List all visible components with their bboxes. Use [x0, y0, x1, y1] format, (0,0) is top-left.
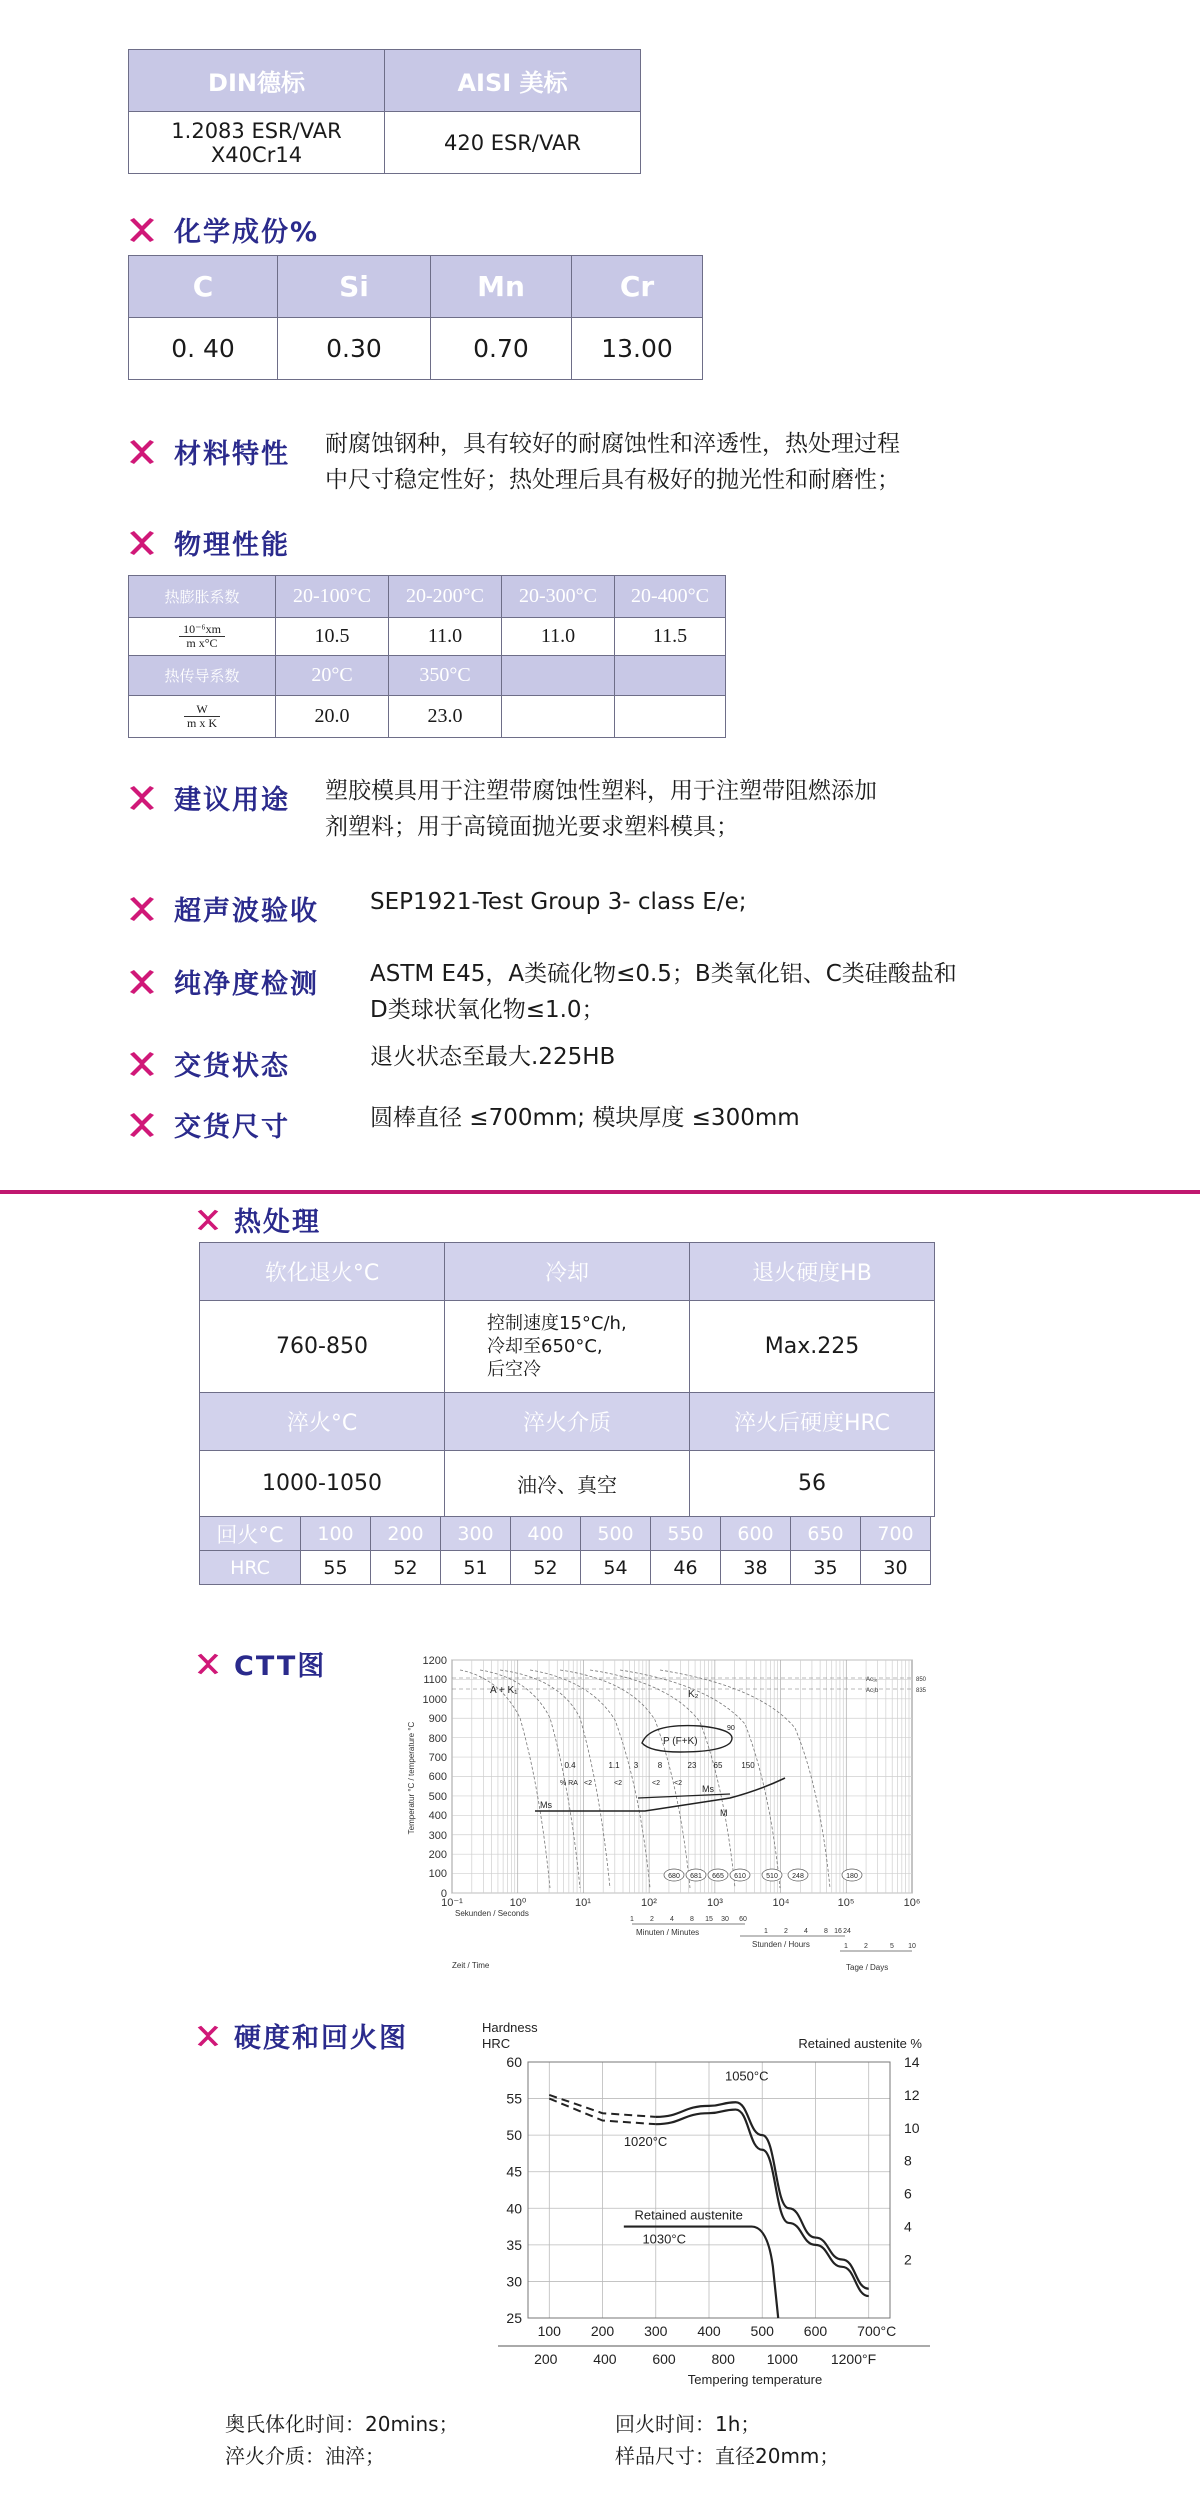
- svg-text:16: 16: [834, 1928, 842, 1935]
- cct-y-tick: 1000: [422, 1694, 447, 1706]
- cct-ms-label-1: Ms: [540, 1800, 552, 1810]
- cct-y-tick: 900: [428, 1713, 447, 1725]
- expansion-header-4: 20-400°C: [615, 576, 726, 618]
- hardness-tick: 30: [506, 2273, 522, 2290]
- fahrenheit-tick: 400: [593, 2351, 617, 2367]
- svg-text:2: 2: [650, 1916, 654, 1923]
- cct-sec-label: Sekunden / Seconds: [455, 1909, 529, 1918]
- cct-y-tick: 200: [428, 1849, 447, 1861]
- anneal-temp-value: 760-850: [200, 1301, 445, 1393]
- material-title: 材料特性: [174, 439, 290, 470]
- chem-value-c: 0. 40: [129, 318, 278, 380]
- chem-header-si: Si: [278, 256, 431, 318]
- cct-ac1e-label: Ac₁ₑ: [866, 1677, 878, 1683]
- cct-hardness-circles: [664, 1869, 862, 1881]
- delivery-state-section-heading: [128, 1044, 290, 1083]
- hrc-value-6: 46: [651, 1551, 721, 1585]
- cct-90-label: 90: [727, 1725, 735, 1732]
- conduction-header-2: 350°C: [389, 656, 502, 696]
- austenite-tick: 6: [904, 2185, 912, 2202]
- section-divider: [0, 1190, 1200, 1194]
- delivery-state-title: 交货状态: [174, 1051, 290, 1082]
- cct-x-tick: 10⁰: [509, 1897, 527, 1909]
- curve-label-1050: 1050°C: [724, 2068, 769, 2084]
- material-line-1: 耐腐蚀钢种，具有较好的耐腐蚀性和淬透性，热处理过程: [325, 431, 900, 457]
- cct-x-tick: 10¹: [575, 1897, 591, 1909]
- cct-hour-label: Stunden / Hours: [752, 1940, 810, 1949]
- cross-icon: [128, 1111, 156, 1139]
- quench-hardness-value: 56: [690, 1451, 935, 1517]
- svg-text:0.4: 0.4: [564, 1761, 576, 1770]
- conduction-header-empty-2: [615, 656, 726, 696]
- svg-text:8: 8: [824, 1928, 828, 1935]
- cct-y-tick: 1200: [422, 1655, 447, 1667]
- quench-temp-value: 1000-1050: [200, 1451, 445, 1517]
- ultrasonic-text: SEP1921-Test Group 3- class E/e;: [370, 889, 747, 915]
- austenite-tick: 4: [904, 2218, 912, 2235]
- fahrenheit-ticks: [534, 2351, 876, 2367]
- svg-text:5: 5: [890, 1943, 894, 1950]
- ultrasonic-title: 超声波验收: [174, 896, 319, 927]
- expansion-label: 热膨胀系数: [129, 576, 276, 618]
- hardness-tick: 55: [506, 2090, 522, 2107]
- anneal-header-temp: 软化退火°C: [200, 1243, 445, 1301]
- svg-text:4: 4: [804, 1928, 808, 1935]
- hardness-tick: 45: [506, 2163, 522, 2180]
- cct-x-ticks: [441, 1897, 920, 1909]
- cct-x-tick: 10⁵: [837, 1897, 855, 1909]
- conduction-value-2: 23.0: [389, 696, 502, 738]
- cct-fraction-labels: [564, 1761, 755, 1770]
- svg-text:2: 2: [784, 1928, 788, 1935]
- celsius-tick: 100: [537, 2323, 561, 2339]
- svg-text:4: 4: [670, 1916, 674, 1923]
- cross-icon: [196, 1208, 220, 1232]
- temper-table: [199, 1516, 931, 1585]
- celsius-tick: 200: [590, 2323, 615, 2339]
- footer-temper-time: 回火时间：1h；: [615, 2412, 761, 2436]
- usage-title: 建议用途: [174, 785, 290, 816]
- cct-ms-label-2: Ms: [702, 1784, 714, 1794]
- conduction-header-empty-1: [502, 656, 615, 696]
- svg-text:180: 180: [846, 1873, 858, 1880]
- svg-text:510: 510: [766, 1873, 778, 1880]
- cross-icon: [128, 784, 156, 812]
- purity-section-heading: [128, 962, 319, 1001]
- temper-temp-650: 650: [791, 1517, 861, 1551]
- physical-table: [128, 575, 726, 738]
- quench-header-medium: 淬火介质: [445, 1393, 690, 1451]
- ultrasonic-section-heading: [128, 889, 319, 928]
- expansion-value-2: 11.0: [389, 618, 502, 656]
- din-line-2: X40Cr14: [210, 142, 303, 167]
- cct-diagram: [400, 1648, 940, 1983]
- material-section-heading: [128, 432, 290, 471]
- standard-table: [128, 49, 641, 174]
- conduction-unit: [129, 696, 276, 738]
- conduction-value-1: 20.0: [276, 696, 389, 738]
- cct-y-tick: 1100: [423, 1674, 447, 1686]
- cct-section-heading: [196, 1644, 326, 1683]
- cct-day-label: Tage / Days: [846, 1963, 889, 1972]
- cct-y-tick: 700: [428, 1752, 447, 1764]
- conduction-header-1: 20°C: [276, 656, 389, 696]
- cct-minute-ticks: [630, 1916, 747, 1923]
- curve-label-1030: 1030°C: [642, 2231, 686, 2247]
- cct-ac1b-value: 835: [916, 1688, 927, 1694]
- cross-icon: [128, 438, 156, 466]
- cross-icon: [196, 1652, 220, 1676]
- din-header: DIN德标: [129, 50, 385, 112]
- cross-icon: [128, 216, 156, 244]
- cct-y-tick: 800: [428, 1733, 447, 1745]
- anneal-header-hardness: 退火硬度HB: [690, 1243, 935, 1301]
- hrc-value-4: 52: [511, 1551, 581, 1585]
- expansion-header-2: 20-200°C: [389, 576, 502, 618]
- hrc-value-5: 54: [581, 1551, 651, 1585]
- delivery-size-section-heading: [128, 1105, 290, 1144]
- purity-title: 纯净度检测: [174, 969, 319, 1000]
- cct-k2-label: K₂: [688, 1689, 699, 1700]
- temper-chart-section-heading: [196, 2016, 408, 2055]
- heat-table: [199, 1242, 935, 1517]
- cct-y-tick: 400: [428, 1810, 447, 1822]
- chem-table: [128, 255, 703, 380]
- cct-x-tick: 10⁻¹: [441, 1897, 463, 1909]
- delivery-size-title: 交货尺寸: [174, 1112, 290, 1143]
- chem-header-mn: Mn: [431, 256, 572, 318]
- svg-text:665: 665: [712, 1873, 724, 1880]
- cct-y-ticks: [423, 1655, 447, 1900]
- usage-text: [325, 773, 877, 845]
- austenite-axis-label: Retained austenite %: [798, 2036, 922, 2051]
- hrc-label: HRC: [200, 1551, 301, 1585]
- svg-text:30: 30: [721, 1916, 729, 1923]
- cct-y-label: Temperatur °C / temperature °C: [407, 1721, 416, 1835]
- svg-text:60: 60: [739, 1916, 747, 1923]
- fahrenheit-tick: 600: [652, 2351, 676, 2367]
- usage-section-heading: [128, 778, 290, 817]
- cct-x-tick: 10⁴: [772, 1897, 790, 1909]
- austenite-tick: 10: [904, 2119, 920, 2136]
- celsius-tick: 600: [803, 2323, 828, 2339]
- svg-text:1.1: 1.1: [608, 1761, 620, 1770]
- cct-y-tick: 500: [428, 1791, 447, 1803]
- cct-x-tick: 10³: [707, 1897, 723, 1909]
- footer-sample: 样品尺寸：直径20mm；: [615, 2444, 840, 2468]
- anneal-hardness-value: Max.225: [690, 1301, 935, 1393]
- hrc-value-1: 55: [301, 1551, 371, 1585]
- svg-text:24: 24: [843, 1928, 851, 1935]
- svg-text:1: 1: [844, 1943, 848, 1950]
- hrc-value-7: 38: [721, 1551, 791, 1585]
- cct-title: CTT图: [234, 1651, 327, 1682]
- expansion-value-4: 11.5: [615, 618, 726, 656]
- cct-ac1b-label: Ac₁b: [866, 1688, 879, 1694]
- svg-text:65: 65: [713, 1761, 723, 1770]
- cct-x-tick: 10⁶: [903, 1897, 921, 1909]
- anneal-header-cooling: 冷却: [445, 1243, 690, 1301]
- cct-day-ticks: [844, 1943, 916, 1950]
- austenite-ticks: [904, 2054, 920, 2267]
- expansion-unit-top: 10⁻⁶xm: [183, 622, 221, 636]
- cooling-value: [445, 1301, 690, 1393]
- purity-text: [370, 956, 957, 1028]
- purity-line-2: D类球状氧化物≤1.0；: [370, 997, 605, 1023]
- svg-text:610: 610: [734, 1873, 746, 1880]
- hardness-tick: 60: [506, 2054, 522, 2070]
- physical-title: 物理性能: [174, 530, 290, 561]
- svg-text:248: 248: [792, 1873, 804, 1880]
- chem-value-si: 0.30: [278, 318, 431, 380]
- din-value: [129, 112, 385, 174]
- celsius-tick: 500: [750, 2323, 774, 2339]
- svg-text:15: 15: [705, 1916, 713, 1923]
- hrc-value-8: 35: [791, 1551, 861, 1585]
- cct-y-tick: 300: [428, 1830, 447, 1842]
- svg-text:<2: <2: [652, 1780, 660, 1787]
- heat-title: 热处理: [234, 1207, 321, 1238]
- expansion-value-1: 10.5: [276, 618, 389, 656]
- temper-grid: [528, 2062, 890, 2318]
- footer-aust-time: 奥氏体化时间：20mins；: [225, 2412, 459, 2436]
- hardness-axis-label-2: HRC: [482, 2036, 511, 2051]
- cooling-line-3: 后空冷: [487, 1359, 541, 1380]
- svg-text:10: 10: [908, 1943, 916, 1950]
- chem-value-cr: 13.00: [572, 318, 703, 380]
- chem-value-mn: 0.70: [431, 318, 572, 380]
- cct-time-label: Zeit / Time: [452, 1961, 490, 1970]
- cct-min-label: Minuten / Minutes: [636, 1928, 700, 1937]
- expansion-value-3: 11.0: [502, 618, 615, 656]
- delivery-state-text: 退火状态至最大.225HB: [370, 1044, 616, 1070]
- hrc-value-9: 30: [861, 1551, 931, 1585]
- cct-y-tick: 600: [428, 1771, 447, 1783]
- material-line-2: 中尺寸稳定性好；热处理后具有极好的抛光性和耐磨性；: [325, 467, 900, 493]
- conduction-value-empty-2: [615, 696, 726, 738]
- curve-label-retained-austenite: Retained austenite: [634, 2207, 743, 2223]
- aisi-header: AISI 美标: [385, 50, 641, 112]
- temper-temp-300: 300: [441, 1517, 511, 1551]
- cct-hour-ticks: [764, 1928, 851, 1935]
- cross-icon: [128, 529, 156, 557]
- quench-header-hardness: 淬火后硬度HRC: [690, 1393, 935, 1451]
- conduction-label: 热传导系数: [129, 656, 276, 696]
- chem-section-heading: [128, 210, 319, 249]
- svg-text:2: 2: [864, 1943, 868, 1950]
- usage-line-1: 塑胶模具用于注塑带腐蚀性塑料，用于注塑带阻燃添加: [325, 778, 877, 804]
- hardness-axis-label-1: Hardness: [482, 2020, 538, 2035]
- expansion-header-1: 20-100°C: [276, 576, 389, 618]
- celsius-tick: 300: [644, 2323, 668, 2339]
- cross-icon: [128, 895, 156, 923]
- svg-text:<2: <2: [584, 1780, 592, 1787]
- fahrenheit-tick: 1000: [766, 2351, 798, 2367]
- cooling-line-1: 控制速度15°C/h,: [487, 1313, 627, 1334]
- heat-section-heading: [196, 1200, 321, 1239]
- tempering-chart: [470, 2012, 940, 2392]
- svg-text:8: 8: [657, 1761, 663, 1770]
- temper-temp-600: 600: [721, 1517, 791, 1551]
- austenite-tick: 14: [904, 2054, 920, 2070]
- hardness-ticks: [506, 2054, 522, 2326]
- footer-medium: 淬火介质：油淬；: [225, 2444, 385, 2468]
- cct-ac1e-value: 850: [916, 1677, 927, 1683]
- quench-header-temp: 淬火°C: [200, 1393, 445, 1451]
- svg-text:3: 3: [633, 1761, 639, 1770]
- temper-temp-500: 500: [581, 1517, 651, 1551]
- physical-section-heading: [128, 523, 290, 562]
- cct-ra-label: % RA: [560, 1780, 578, 1787]
- cross-icon: [128, 1050, 156, 1078]
- expansion-unit: [129, 618, 276, 656]
- hardness-tick: 50: [506, 2127, 522, 2144]
- temper-temp-200: 200: [371, 1517, 441, 1551]
- svg-text:1: 1: [630, 1916, 634, 1923]
- hrc-value-3: 51: [441, 1551, 511, 1585]
- temper-temp-550: 550: [651, 1517, 721, 1551]
- conduction-value-empty-1: [502, 696, 615, 738]
- fahrenheit-tick: 200: [534, 2351, 558, 2367]
- temper-temp-100: 100: [301, 1517, 371, 1551]
- tempering-axis-label: Tempering temperature: [687, 2372, 823, 2387]
- hardness-tick: 25: [506, 2310, 522, 2326]
- chem-title: 化学成份%: [174, 217, 320, 248]
- cct-ak-label: A + K₁: [490, 1685, 518, 1696]
- cross-icon: [196, 2024, 220, 2048]
- quench-medium-value: 油冷、真空: [445, 1451, 690, 1517]
- svg-text:<2: <2: [674, 1780, 682, 1787]
- temper-chart-title: 硬度和回火图: [234, 2023, 408, 2054]
- celsius-tick: 400: [697, 2323, 721, 2339]
- cross-icon: [128, 968, 156, 996]
- conduction-unit-top: W: [196, 702, 208, 716]
- hrc-value-2: 52: [371, 1551, 441, 1585]
- svg-text:<2: <2: [614, 1780, 622, 1787]
- temper-temp-700: 700: [861, 1517, 931, 1551]
- aisi-value: 420 ESR/VAR: [385, 112, 641, 174]
- cct-grid: [452, 1660, 912, 1893]
- chem-header-c: C: [129, 256, 278, 318]
- delivery-size-text: 圆棒直径 ≤700mm; 模块厚度 ≤300mm: [370, 1105, 800, 1131]
- material-text: [325, 426, 900, 498]
- din-line-1: 1.2083 ESR/VAR: [171, 118, 342, 143]
- svg-text:8: 8: [690, 1916, 694, 1923]
- expansion-header-3: 20-300°C: [502, 576, 615, 618]
- cct-y-tick: 100: [428, 1868, 447, 1880]
- svg-text:1: 1: [764, 1928, 768, 1935]
- usage-line-2: 剂塑料；用于高镜面抛光要求塑料模具；: [325, 814, 739, 840]
- cooling-line-2: 冷却至650°C,: [487, 1336, 603, 1357]
- austenite-tick: 2: [904, 2251, 912, 2268]
- conduction-unit-bottom: m x K: [187, 716, 217, 730]
- chem-header-cr: Cr: [572, 256, 703, 318]
- expansion-unit-bottom: m x°C: [186, 636, 218, 650]
- svg-text:150: 150: [741, 1761, 755, 1770]
- celsius-tick: 700°C: [857, 2323, 897, 2339]
- austenite-tick: 12: [904, 2086, 920, 2103]
- cct-pfk-label: P (F+K): [663, 1736, 698, 1747]
- fahrenheit-tick: 1200°F: [830, 2351, 877, 2367]
- hardness-tick: 35: [506, 2236, 522, 2253]
- cct-y-tick: 0: [440, 1888, 447, 1900]
- hardness-tick: 40: [506, 2200, 522, 2217]
- curve-label-1020: 1020°C: [623, 2134, 668, 2150]
- celsius-ticks: [538, 2323, 897, 2339]
- cct-x-tick: 10²: [641, 1897, 657, 1909]
- svg-text:681: 681: [690, 1873, 702, 1880]
- austenite-tick: 8: [904, 2152, 912, 2169]
- svg-text:680: 680: [668, 1873, 680, 1880]
- fahrenheit-tick: 800: [711, 2351, 735, 2367]
- cct-m-label: M: [720, 1808, 728, 1818]
- temper-temp-400: 400: [511, 1517, 581, 1551]
- temper-label: 回火°C: [200, 1517, 301, 1551]
- purity-line-1: ASTM E45，A类硫化物≤0.5；B类氧化铝、C类硅酸盐和: [370, 961, 957, 987]
- svg-text:23: 23: [687, 1761, 697, 1770]
